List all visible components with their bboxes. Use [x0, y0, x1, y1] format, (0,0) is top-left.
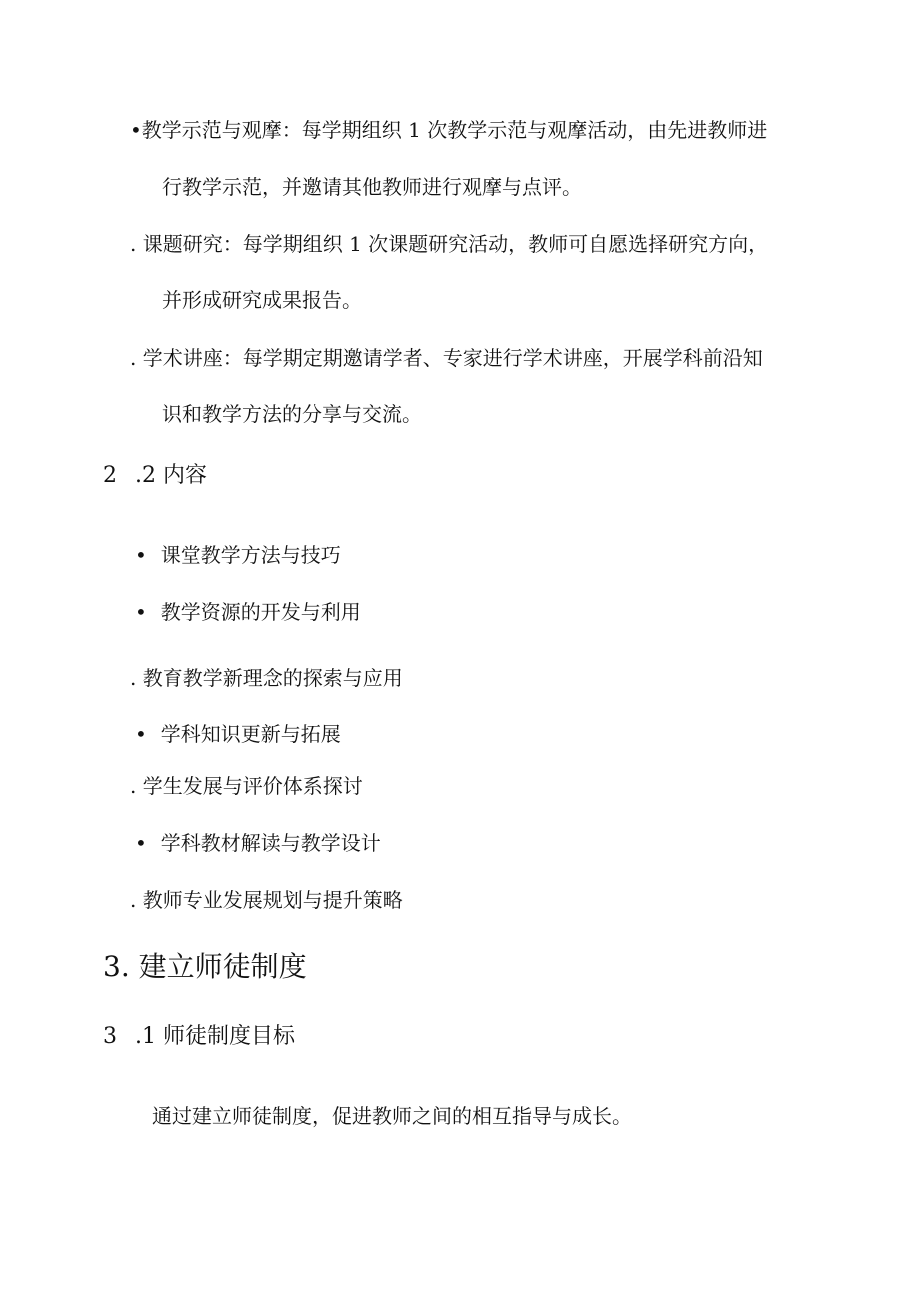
paragraph-continuation: 并形成研究成果报告。: [162, 288, 362, 312]
list-item: [130, 664, 403, 692]
body-paragraph: 通过建立师徒制度，促进教师之间的相互指导与成长。: [152, 1104, 632, 1128]
bullet-marker: •: [135, 831, 147, 855]
list-item: [135, 541, 341, 569]
heading-number: 3: [103, 1024, 117, 1049]
bullet-marker: •: [135, 543, 147, 567]
paragraph-line: [130, 230, 768, 258]
heading-text: .1 师徒制度目标: [135, 1024, 295, 1049]
list-item: [135, 598, 361, 626]
bullet-marker: •: [135, 722, 147, 746]
section-heading-2-2: [103, 461, 207, 491]
heading-number: 2: [103, 463, 117, 488]
list-item-text: 课堂教学方法与技巧: [160, 543, 341, 567]
paragraph-line: [130, 116, 767, 144]
list-item-text: 教师专业发展规划与提升策略: [142, 888, 403, 912]
bullet-marker: .: [130, 888, 137, 912]
paragraph-text: 学术讲座：每学期定期邀请学者、专家进行学术讲座，开展学科前沿知: [142, 346, 763, 370]
bullet-marker: .: [130, 666, 137, 690]
list-item: [130, 772, 363, 800]
bullet-marker: .: [130, 346, 137, 370]
list-item-text: 学生发展与评价体系探讨: [142, 774, 363, 798]
paragraph-text: 课题研究：每学期组织 1 次课题研究活动，教师可自愿选择研究方向，: [142, 232, 769, 256]
paragraph-text: 教学示范与观摩：每学期组织 1 次教学示范与观摩活动，由先进教师进: [141, 118, 768, 142]
list-item-text: 学科知识更新与拓展: [160, 722, 341, 746]
paragraph-continuation: 行教学示范，并邀请其他教师进行观摩与点评。: [162, 175, 582, 199]
bullet-marker: •: [130, 118, 142, 142]
bullet-marker: .: [130, 774, 137, 798]
list-item: [135, 720, 341, 748]
heading-text: .2 内容: [135, 463, 207, 488]
list-item: [135, 829, 381, 857]
paragraph-continuation: 识和教学方法的分享与交流。: [162, 402, 422, 426]
paragraph-line: [130, 344, 763, 372]
bullet-marker: •: [135, 600, 147, 624]
list-item: [130, 886, 403, 914]
section-heading-3: 3. 建立师徒制度: [103, 950, 307, 983]
list-item-text: 学科教材解读与教学设计: [160, 831, 381, 855]
section-heading-3-1: [103, 1022, 295, 1052]
bullet-marker: .: [130, 232, 137, 256]
list-item-text: 教育教学新理念的探索与应用: [142, 666, 403, 690]
list-item-text: 教学资源的开发与利用: [160, 600, 361, 624]
